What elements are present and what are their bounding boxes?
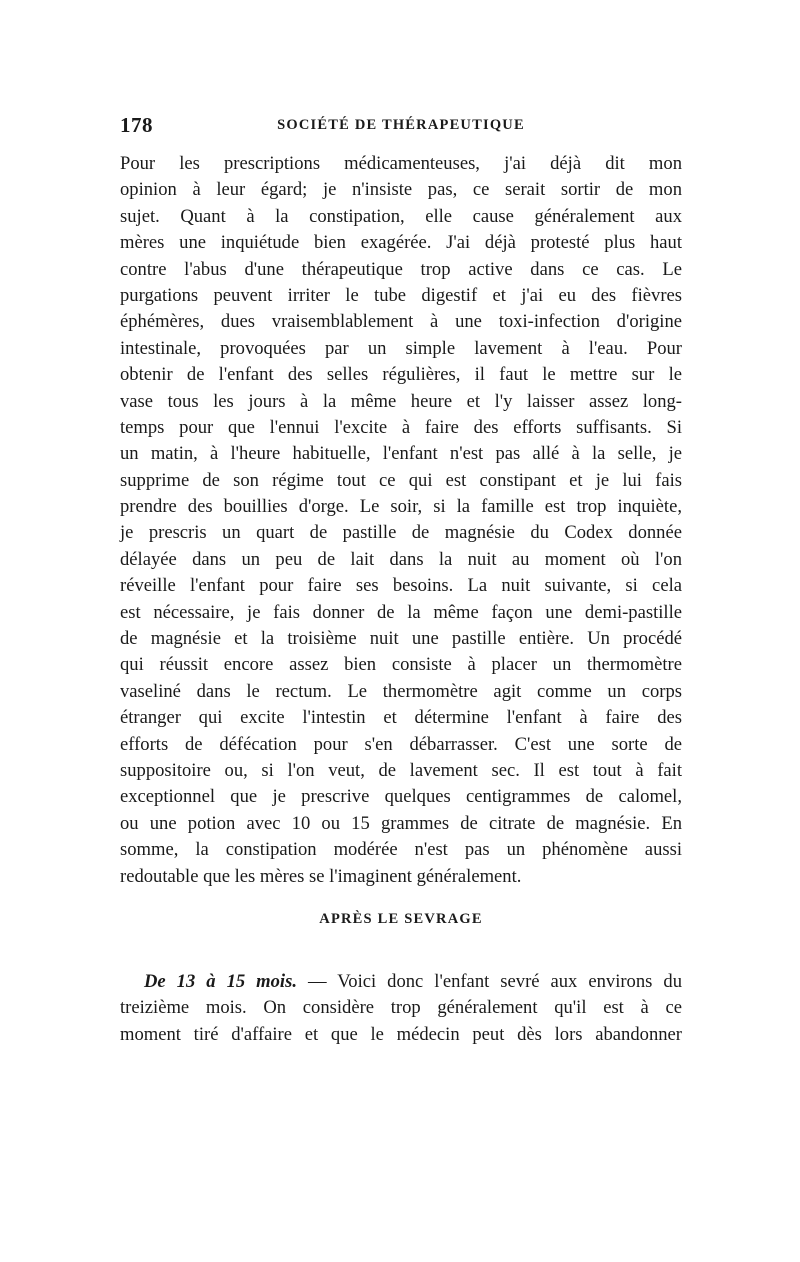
paragraph-after-weaning — [120, 969, 682, 1048]
text-line: réveille l'enfant pour faire ses besoins. La nuit suivante, si cela — [120, 575, 682, 597]
paragraph-lead-rest: — Voici donc l'enfant sevré aux environs du — [296, 971, 682, 992]
paragraph-lead: De 13 à 15 mois. — [144, 971, 297, 992]
text-line: exceptionnel que je prescrive quelques centigrammes de calomel, — [120, 786, 682, 808]
text-line: je prescris un quart de pastille de magnésie du Codex donnée — [120, 522, 682, 544]
text-line: qui réussit encore assez bien consiste à placer un thermomètre — [120, 654, 682, 676]
running-title: SOCIÉTÉ DE THÉRAPEUTIQUE — [277, 117, 525, 133]
section-heading: APRÈS LE SEVRAGE — [319, 911, 483, 927]
page-header — [120, 113, 682, 143]
text-line: somme, la constipation modérée n'est pas un phénomène aussi — [120, 839, 682, 861]
text-line: opinion à leur égard; je n'insiste pas, ce serait sortir de mon — [120, 179, 682, 201]
text-line: est nécessaire, je fais donner de la même façon une demi-pastille — [120, 601, 682, 623]
text-line: Pour les prescriptions médicamenteuses, j'ai déjà dit mon — [120, 153, 682, 174]
text-line: intestinale, provoquées par un simple lavement à l'eau. Pour — [120, 337, 682, 359]
text-line: délayée dans un peu de lait dans la nuit au moment où l'on — [120, 548, 682, 570]
text-line: un matin, à l'heure habituelle, l'enfant n'est pas allé à la selle, je — [120, 443, 682, 465]
text-line: étranger qui excite l'intestin et détermine l'enfant à faire des — [120, 707, 682, 729]
text-line: vaseliné dans le rectum. Le thermomètre agit comme un corps — [120, 680, 682, 702]
text-line: sujet. Quant à la constipation, elle cause généralement aux — [120, 205, 682, 227]
paragraph-constipation — [120, 151, 682, 890]
text-line: éphémères, dues vraisemblablement à une toxi-infection d'origine — [120, 311, 682, 333]
text-line: supprime de son régime tout ce qui est constipant et je lui fais — [120, 469, 682, 491]
text-line: obtenir de l'enfant des selles régulières, il faut le mettre sur le — [120, 364, 682, 386]
text-line — [120, 969, 682, 995]
text-line: prendre des bouillies d'orge. Le soir, si la famille est trop inquiète, — [120, 496, 682, 518]
text-line: moment tiré d'affaire et que le médecin peut dès lors abandonner — [120, 1023, 682, 1045]
page-number: 178 — [120, 113, 153, 137]
text-line: treizième mois. On considère trop généralement qu'il est à ce — [120, 997, 682, 1019]
text-line: efforts de défécation pour s'en débarrasser. C'est une sorte de — [120, 733, 682, 755]
text-line: ou une potion avec 10 ou 15 grammes de citrate de magnésie. En — [120, 812, 682, 834]
text-line: de magnésie et la troisième nuit une pastille entière. Un procédé — [120, 628, 682, 650]
text-line: vase tous les jours à la même heure et l'y laisser assez long- — [120, 390, 682, 412]
text-line: temps pour que l'ennui l'excite à faire des efforts suffisants. Si — [120, 416, 682, 438]
text-line: mères une inquiétude bien exagérée. J'ai déjà protesté plus haut — [120, 232, 682, 254]
text-line: suppositoire ou, si l'on veut, de lavement sec. Il est tout à fait — [120, 759, 682, 781]
text-line: purgations peuvent irriter le tube digestif et j'ai eu des fièvres — [120, 284, 682, 306]
text-line: redoutable que les mères se l'imaginent généralement. — [120, 865, 522, 887]
text-line: contre l'abus d'une thérapeutique trop active dans ce cas. Le — [120, 258, 682, 280]
